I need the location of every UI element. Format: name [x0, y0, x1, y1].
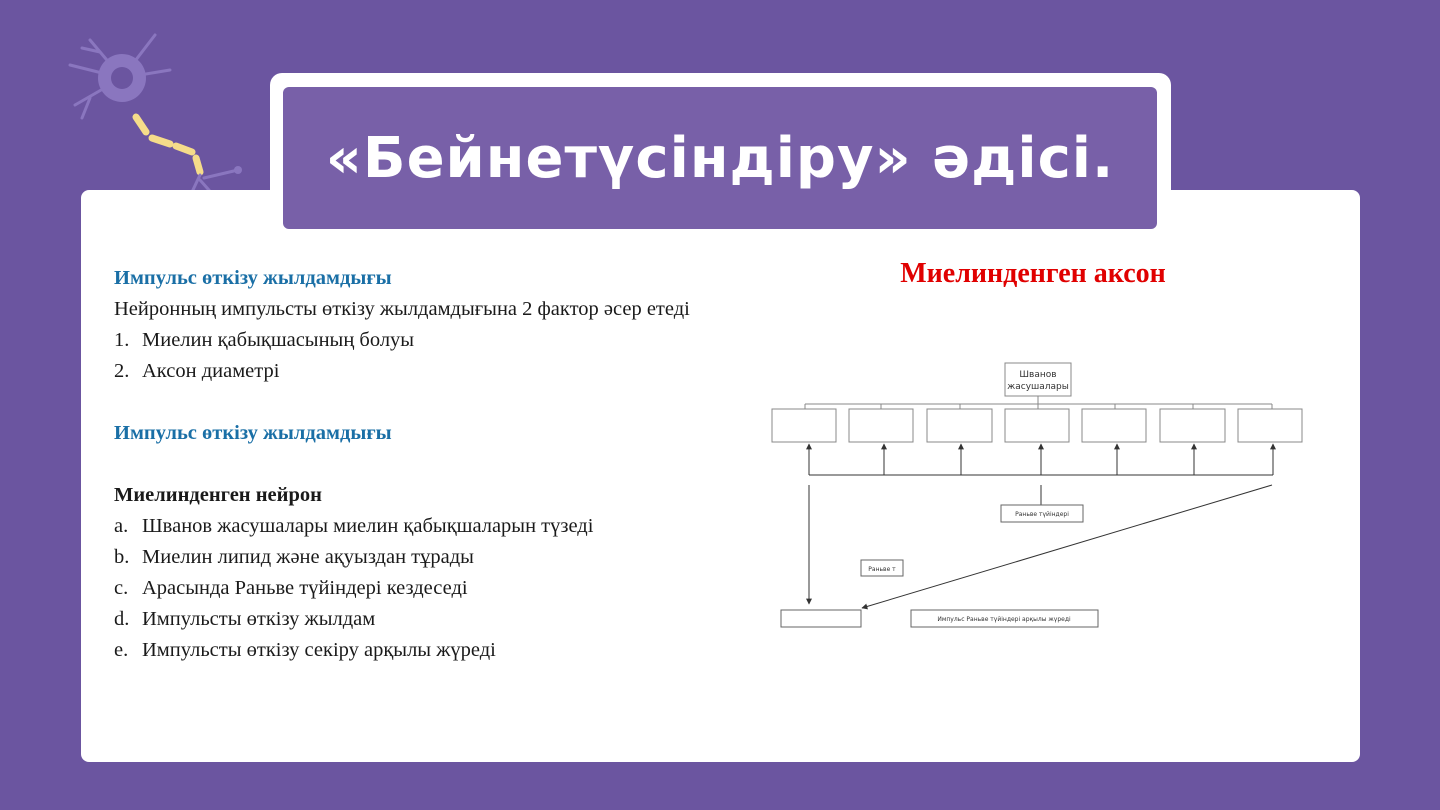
list-text: Арасында Раньве түйіндері кездеседі	[142, 577, 468, 599]
list-marker: 1.	[114, 329, 130, 351]
section-heading-1: Импульс өткізу жылдамдығы	[114, 267, 392, 289]
list-item	[114, 604, 754, 635]
title-box	[283, 87, 1157, 229]
myelin-segment-box	[1238, 409, 1302, 442]
section-heading-2: Импульс өткізу жылдамдығы	[114, 422, 392, 444]
schwann-label-1: Шванов	[1019, 370, 1057, 380]
output-box	[781, 610, 861, 627]
list-item	[114, 573, 754, 604]
list-marker: c.	[114, 577, 129, 599]
myelin-segment-box	[927, 409, 992, 442]
list-text: Шванов жасушалары миелин қабықшаларын түзеді	[142, 515, 594, 537]
myelin-segment-box	[1160, 409, 1225, 442]
myelinated-axon-diagram	[760, 355, 1320, 645]
schwann-label-2: жасушалары	[1007, 382, 1069, 392]
list-item	[114, 542, 754, 573]
myelin-segment-box	[1005, 409, 1069, 442]
list-marker: a.	[114, 515, 129, 537]
list-item	[114, 356, 754, 387]
impulse-label: Импульс Раньве түйіндері арқылы жүреді	[937, 616, 1071, 623]
small-ranvier-label: Раньве т	[868, 566, 896, 573]
list-marker: e.	[114, 639, 129, 661]
myelin-segment-box	[772, 409, 836, 442]
page-title: «Бейнетүсіндіру» әдісі.	[325, 125, 1115, 191]
myelin-segment-box	[849, 409, 913, 442]
list-marker: d.	[114, 608, 130, 630]
list-text: Миелин липид және ақуыздан тұрады	[142, 546, 474, 568]
list-marker: 2.	[114, 360, 130, 382]
diagram-title: Миелинденген аксон	[900, 258, 1166, 289]
list-marker: b.	[114, 546, 130, 568]
intro-text: Нейронның импульсты өткізу жылдамдығына 2 фактор әсер етеді	[114, 298, 690, 320]
list-text: Аксон диаметрі	[142, 360, 280, 382]
subheading: Миелинденген нейрон	[114, 484, 322, 506]
list-item	[114, 635, 754, 666]
left-text-column	[114, 263, 754, 666]
list-text: Импульсты өткізу жылдам	[142, 608, 376, 630]
list-item	[114, 511, 754, 542]
list-text: Миелин қабықшасының болуы	[142, 329, 415, 351]
ranvier-node-label: Раньве түйіндері	[1015, 511, 1069, 518]
list-item	[114, 325, 754, 356]
myelin-segment-box	[1082, 409, 1146, 442]
list-text: Импульсты өткізу секіру арқылы жүреді	[142, 639, 496, 661]
